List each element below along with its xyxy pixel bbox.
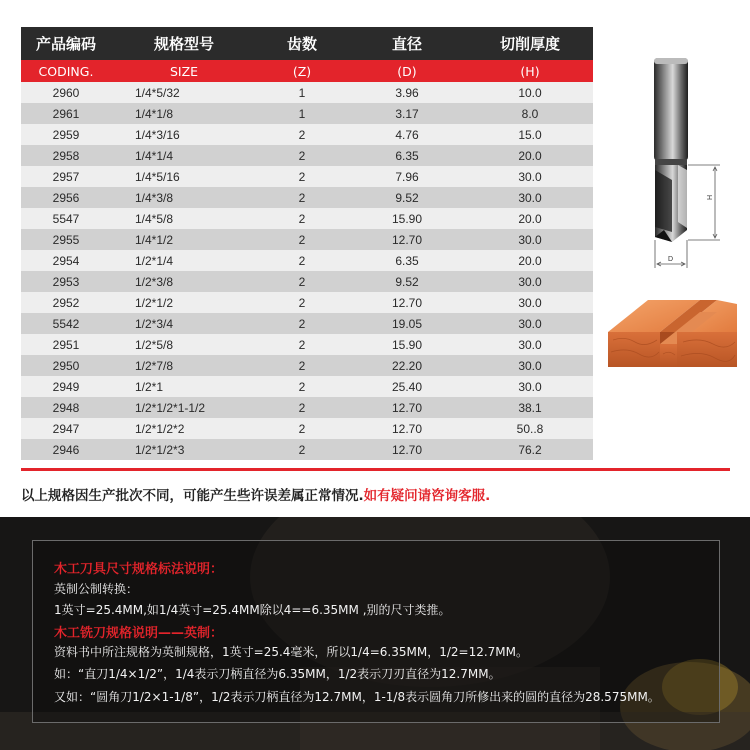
cell-thickness: 50..8	[467, 418, 593, 439]
cell-code: 2951	[21, 334, 111, 355]
cell-size: 1/4*5/8	[111, 208, 257, 229]
table-row	[21, 376, 593, 397]
table-body	[21, 82, 593, 460]
cell-size: 1/4*1/4	[111, 145, 257, 166]
table-row	[21, 355, 593, 376]
cell-diameter: 25.40	[347, 376, 467, 397]
cell-diameter: 3.17	[347, 103, 467, 124]
table-row	[21, 82, 593, 103]
cell-diameter: 7.96	[347, 166, 467, 187]
info-heading-1: 木工刀具尺寸规格标法说明：	[54, 562, 224, 577]
cell-thickness: 30.0	[467, 229, 593, 250]
cell-size: 1/4*5/16	[111, 166, 257, 187]
info-line-2: 1英寸=25.4MM,如1/4英寸=25.4MM除以4==6.35MM ,别的尺寸类推。	[54, 603, 451, 617]
cell-diameter: 22.20	[347, 355, 467, 376]
cell-thickness: 30.0	[467, 355, 593, 376]
cell-code: 2949	[21, 376, 111, 397]
red-divider	[21, 468, 730, 471]
cell-thickness: 20.0	[467, 250, 593, 271]
wood-groove-drawing	[605, 292, 740, 370]
table-row	[21, 103, 593, 124]
cell-teeth: 2	[257, 439, 347, 460]
cell-size: 1/2*1/2*1-1/2	[111, 397, 257, 418]
router-bit-drawing	[614, 52, 734, 274]
table-row	[21, 439, 593, 460]
header-row-en	[21, 60, 593, 82]
cell-thickness: 30.0	[467, 313, 593, 334]
cell-size: 1/4*3/8	[111, 187, 257, 208]
cell-teeth: 2	[257, 124, 347, 145]
dimension-d	[655, 240, 687, 268]
cell-code: 2950	[21, 355, 111, 376]
cell-code: 2947	[21, 418, 111, 439]
cell-teeth: 2	[257, 292, 347, 313]
cell-teeth: 2	[257, 334, 347, 355]
cell-diameter: 12.70	[347, 439, 467, 460]
header-teeth-cn: 齿数	[257, 27, 347, 60]
cell-thickness: 30.0	[467, 334, 593, 355]
cell-diameter: 15.90	[347, 334, 467, 355]
header-diameter-en: (D)	[347, 60, 467, 82]
info-line-5: 又如：“圆角刀1/2×1-1/8”，1/2表示刀柄直径为12.7MM，1-1/8表示圆角刀所修出来的圆的直径为28.575MM。	[54, 690, 660, 704]
cell-code: 2946	[21, 439, 111, 460]
table-row	[21, 229, 593, 250]
info-line-4: 如：“直刀1/4×1/2”，1/4表示刀柄直径为6.35MM，1/2表示刀刃直径为12.7MM。	[54, 667, 501, 681]
cell-teeth: 1	[257, 82, 347, 103]
cell-size: 1/2*7/8	[111, 355, 257, 376]
cell-diameter: 12.70	[347, 229, 467, 250]
cell-diameter: 12.70	[347, 292, 467, 313]
cell-teeth: 2	[257, 229, 347, 250]
spec-table	[21, 27, 593, 460]
notice-highlight: 如有疑问请咨询客服.	[363, 488, 491, 504]
cell-size: 1/4*3/16	[111, 124, 257, 145]
cell-teeth: 2	[257, 208, 347, 229]
cell-diameter: 15.90	[347, 208, 467, 229]
cell-teeth: 2	[257, 355, 347, 376]
cell-code: 2960	[21, 82, 111, 103]
cell-diameter: 19.05	[347, 313, 467, 334]
cell-code: 2956	[21, 187, 111, 208]
cell-teeth: 2	[257, 250, 347, 271]
table-row	[21, 292, 593, 313]
cell-diameter: 6.35	[347, 250, 467, 271]
table-row	[21, 145, 593, 166]
info-line-1: 英制公制转换：	[54, 582, 139, 596]
header-teeth-en: (Z)	[257, 60, 347, 82]
cell-thickness: 38.1	[467, 397, 593, 418]
info-heading-2: 木工铣刀规格说明——英制：	[54, 626, 224, 641]
cell-size: 1/4*1/8	[111, 103, 257, 124]
header-diameter-cn: 直径	[347, 27, 467, 60]
cell-code: 2961	[21, 103, 111, 124]
cell-thickness: 30.0	[467, 187, 593, 208]
cell-thickness: 10.0	[467, 82, 593, 103]
table-row	[21, 271, 593, 292]
cell-code: 2958	[21, 145, 111, 166]
cell-size: 1/2*3/4	[111, 313, 257, 334]
dimension-h	[688, 165, 720, 240]
cell-size: 1/2*1/4	[111, 250, 257, 271]
cell-thickness: 30.0	[467, 271, 593, 292]
table-row	[21, 313, 593, 334]
cell-teeth: 2	[257, 187, 347, 208]
cell-code: 2954	[21, 250, 111, 271]
cell-code: 2953	[21, 271, 111, 292]
cell-teeth: 2	[257, 376, 347, 397]
bit-shank	[654, 58, 688, 161]
cell-diameter: 12.70	[347, 418, 467, 439]
dimension-h-label: H	[707, 194, 714, 200]
cell-size: 1/2*3/8	[111, 271, 257, 292]
info-box	[32, 540, 720, 723]
header-thickness-en: (H)	[467, 60, 593, 82]
cell-teeth: 1	[257, 103, 347, 124]
cell-size: 1/2*1	[111, 376, 257, 397]
cell-size: 1/2*1/2	[111, 292, 257, 313]
info-panel	[0, 517, 750, 750]
table-row	[21, 250, 593, 271]
cell-size: 1/4*5/32	[111, 82, 257, 103]
dimension-d-label: D	[668, 256, 674, 263]
cell-diameter: 12.70	[347, 397, 467, 418]
info-line-3: 资料书中所注规格为英制规格，1英寸=25.4毫米，所以1/4=6.35MM，1/2=12.7MM。	[54, 645, 528, 659]
cell-thickness: 20.0	[467, 208, 593, 229]
cell-thickness: 30.0	[467, 166, 593, 187]
cell-teeth: 2	[257, 418, 347, 439]
header-code-en: CODING.	[21, 60, 111, 82]
cell-code: 5542	[21, 313, 111, 334]
cell-code: 2959	[21, 124, 111, 145]
table-row	[21, 418, 593, 439]
notice-text	[21, 484, 721, 504]
table-row	[21, 124, 593, 145]
cell-diameter: 3.96	[347, 82, 467, 103]
cell-thickness: 76.2	[467, 439, 593, 460]
cell-code: 2952	[21, 292, 111, 313]
cell-diameter: 4.76	[347, 124, 467, 145]
cell-diameter: 6.35	[347, 145, 467, 166]
cell-size: 1/4*1/2	[111, 229, 257, 250]
cell-size: 1/2*1/2*3	[111, 439, 257, 460]
cell-size: 1/2*5/8	[111, 334, 257, 355]
cell-size: 1/2*1/2*2	[111, 418, 257, 439]
header-size-en: SIZE	[111, 60, 257, 82]
cell-thickness: 20.0	[467, 145, 593, 166]
header-size-cn: 规格型号	[111, 27, 257, 60]
table-row	[21, 187, 593, 208]
header-row-cn	[21, 27, 593, 60]
cell-thickness: 30.0	[467, 376, 593, 397]
cell-thickness: 15.0	[467, 124, 593, 145]
cell-thickness: 8.0	[467, 103, 593, 124]
table-header	[21, 27, 593, 82]
cell-teeth: 2	[257, 166, 347, 187]
table-row	[21, 334, 593, 355]
cell-diameter: 9.52	[347, 187, 467, 208]
cell-code: 2957	[21, 166, 111, 187]
cell-thickness: 30.0	[467, 292, 593, 313]
bit-cutter	[655, 159, 687, 242]
cell-code: 2955	[21, 229, 111, 250]
cell-teeth: 2	[257, 271, 347, 292]
cell-teeth: 2	[257, 397, 347, 418]
notice-main: 以上规格因生产批次不同，可能产生些许误差属正常情况.	[21, 488, 364, 504]
header-thickness-cn: 切削厚度	[467, 27, 593, 60]
table-row	[21, 166, 593, 187]
table-row	[21, 397, 593, 418]
cell-diameter: 9.52	[347, 271, 467, 292]
cell-code: 2948	[21, 397, 111, 418]
header-code-cn: 产品编码	[21, 27, 111, 60]
table-row	[21, 208, 593, 229]
cell-teeth: 2	[257, 145, 347, 166]
cell-teeth: 2	[257, 313, 347, 334]
cell-code: 5547	[21, 208, 111, 229]
